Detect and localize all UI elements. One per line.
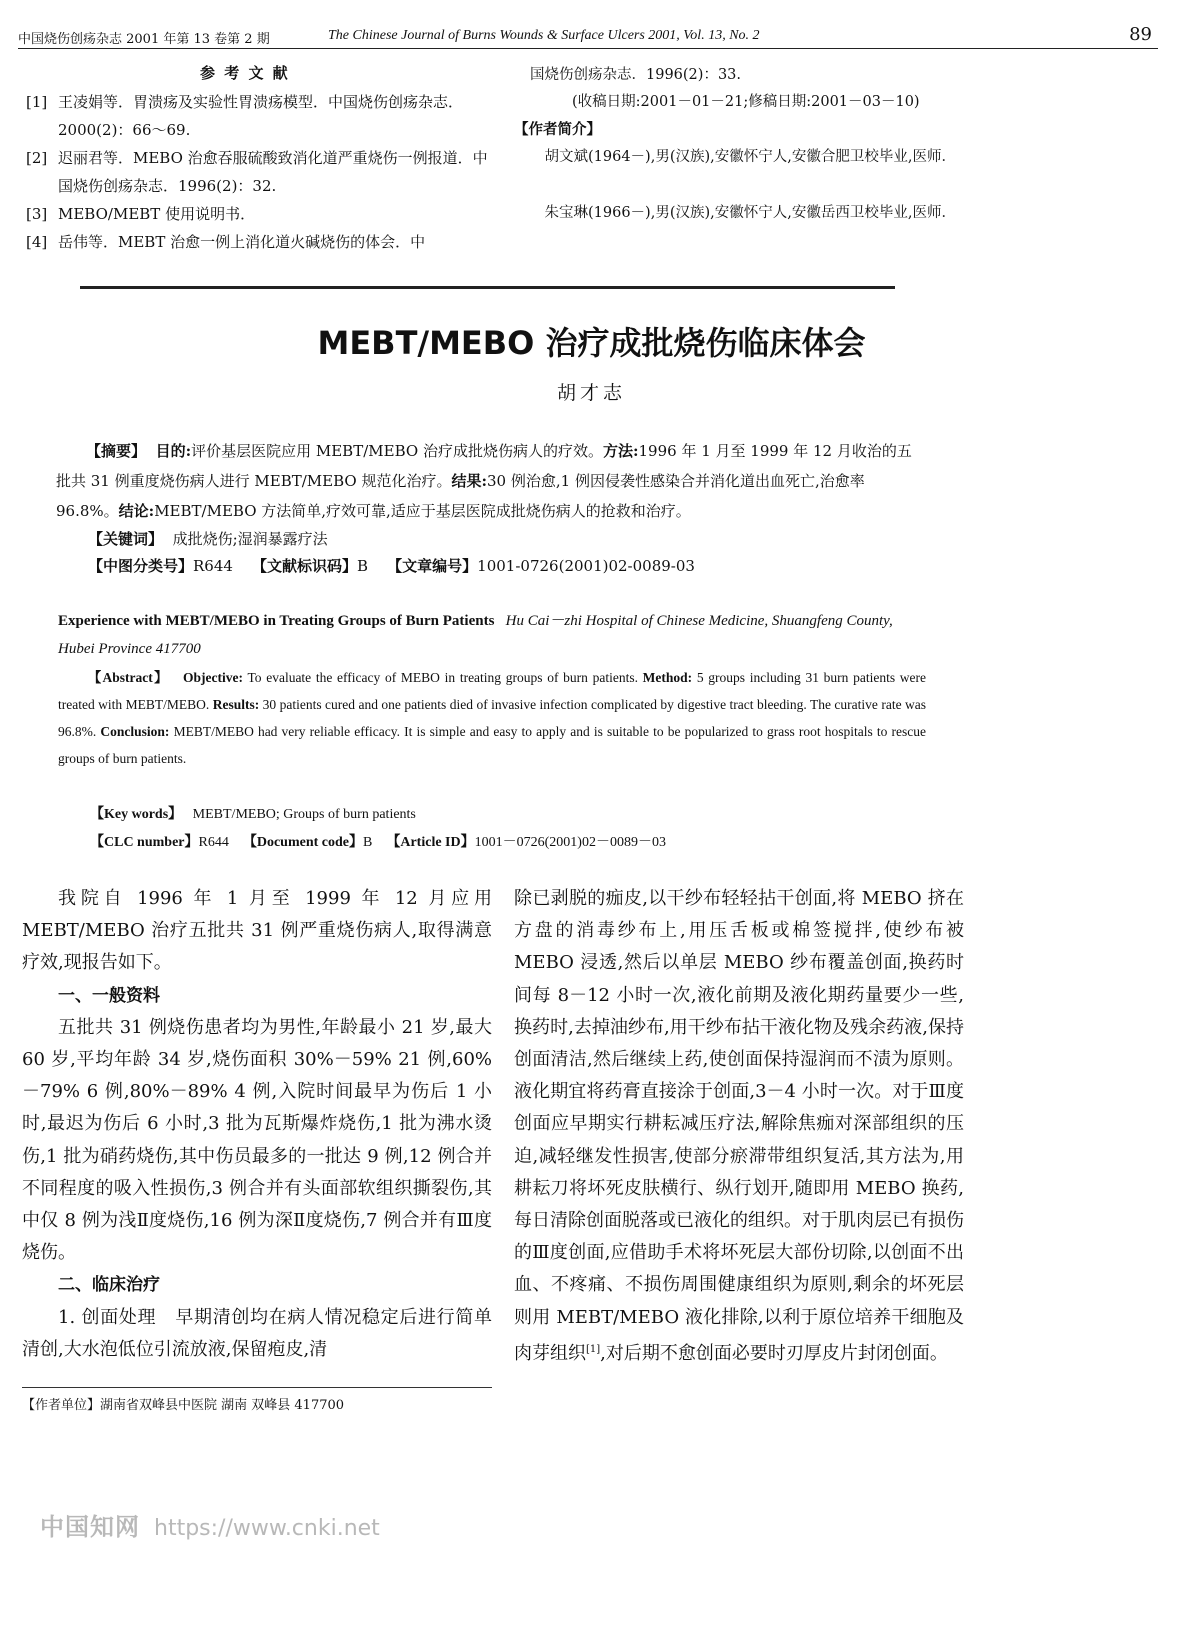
running-header bbox=[18, 24, 1158, 49]
article-author: 胡才志 bbox=[556, 382, 626, 404]
section-heading-general: 一、一般资料 bbox=[58, 985, 160, 1006]
wound-treatment-continued: 除已剥脱的痂皮,以干纱布轻轻拈干创面,将 MEBO 挤在方盘的消毒纱布上,用压舌板或棉签搅拌,使纱布被 MEBO 浸透,然后以单层 MEBO 纱布覆盖创面,换药时间每 8－12 小时一次,液化前期及液化期药量要少一些,换药时,去掉油纱布,用干纱布拈干液化物及残余药液,保持创面清洁,然后继续上药,使创面保持湿润而不渍为原则。液化期宜将药膏直接涂于创面,3－4 小时一次。对于Ⅲ度创面应早期实行耕耘减压疗法,解除焦痂对深部组织的压迫,减轻继发性损害,使部分瘀滞带组织复活,其方法为,用耕耘刀将坏死皮肤横行、纵行划开,随即用 MEBO 换药,每日清除创面脱落或已液化的组织。对于肌肉层已有损伤的Ⅲ度创面,应借助手术将坏死层大部份切除,以创面不出血、不疼痛、不损伤周围健康组织为原则,剩余的坏死层则用 MEBT/MEBO 液化排除,以利于原位培养干细胞及肉芽组织[1],对后期不愈创面必要时刃厚皮片封闭创面。 bbox=[514, 888, 964, 1364]
en-title-block bbox=[58, 607, 928, 663]
journal-header-cn: 中国烧伤创疡杂志 2001 年第 13 卷第 2 期 bbox=[18, 32, 270, 47]
journal-header-en: The Chinese Journal of Burns Wounds & Surface Ulcers 2001, Vol. 13, No. 2 bbox=[328, 28, 760, 43]
section-heading-treatment: 二、临床治疗 bbox=[58, 1275, 160, 1296]
cn-abstract: 【摘要】 目的:评价基层医院应用 MEBT/MEBO 治疗成批烧伤病人的疗效。方法:1996 年 1 月至 1999 年 12 月收治的五批共 31 例重度烧伤病人进行 MEBT/MEBO 规范化治疗。结果:30 例治愈,1 例因侵袭性感染合并消化道出血死亡,治愈率 96.8%。结论:MEBT/MEBO 方法简单,疗效可靠,适应于基层医院成批烧伤病人的抢救和治疗。 bbox=[56, 442, 912, 520]
author-affiliation-footnote: 【作者单位】湖南省双峰县中医院 湖南 双峰县 417700 bbox=[22, 1398, 345, 1413]
body-left-column bbox=[22, 883, 492, 1366]
footnote-rule bbox=[22, 1387, 492, 1388]
reference-item: [1] 王凌娟等．胃溃疡及实验性胃溃疡模型．中国烧伤创疡杂志．2000(2)：66～69. bbox=[26, 93, 464, 139]
en-affiliation: Hu Cai－zhi Hospital of Chinese Medicine, Shuangfeng County, Hubei Province 417700 bbox=[58, 613, 893, 657]
article-title: MEBT/MEBO 治疗成批烧伤临床体会 bbox=[317, 324, 866, 362]
author-intro-1: 胡文斌(1964－),男(汉族),安徽怀宁人,安徽合肥卫校毕业,医师． bbox=[544, 149, 956, 165]
reference-item: [3] MEBO/MEBT 使用说明书． bbox=[26, 205, 256, 223]
en-classification: 【CLC number】R644 【Document code】B 【Article ID】1001－0726(2001)02－0089－03 bbox=[90, 835, 666, 850]
author-intro-2: 朱宝琳(1966－),男(汉族),安徽怀宁人,安徽岳西卫校毕业,医师． bbox=[544, 205, 956, 221]
reference-item: [2] 迟丽君等．MEBO 治愈吞服硫酸致消化道严重烧伤一例报道．中国烧伤创疡杂志．1996(2)：32. bbox=[26, 149, 488, 195]
general-data-paragraph: 五批共 31 例烧伤患者均为男性,年龄最小 21 岁,最大 60 岁,平均年龄 34 岁,烧伤面积 30%－59% 21 例,60%－79% 6 例,80%－89% 4 例,入院时间最早为伤后 1 小时,最迟为伤后 6 小时,3 批为瓦斯爆炸烧伤,1 批为沸水烫伤,1 批为硝药烧伤,其中伤员最多的一批达 9 例,12 例合并不同程度的吸入性损伤,3 例合并有头面部软组织撕裂伤,其中仅 8 例为浅Ⅱ度烧伤,16 例为深Ⅱ度烧伤,7 例合并有Ⅲ度烧伤。 bbox=[22, 1016, 492, 1264]
reference-continued: 国烧伤创疡杂志．1996(2)：33. bbox=[530, 67, 741, 83]
en-abstract: 【Abstract】 Objective: To evaluate the efficacy of MEBO in treating groups of burn patients. Method: 5 groups including 31 burn patients were treated with MEBT/MEBO. Results: 30 patients cured and one patients died of invasive infection complicated by digestive tract bleeding. The curative rate was 96.8%. Conclusion: MEBT/MEBO had very reliable efficacy. It is simple and easy to apply and is suitable to be popularized to grass root hospitals to rescue groups of burn patients. bbox=[58, 670, 927, 766]
en-title: Experience with MEBT/MEBO in Treating Groups of Burn Patients bbox=[58, 613, 495, 629]
cn-keywords: 【关键词】 成批烧伤;湿润暴露疗法 bbox=[88, 530, 328, 548]
section-divider bbox=[80, 286, 895, 289]
intro-paragraph: 我院自 1996 年 1 月至 1999 年 12 月应用 MEBT/MEBO 治疗五批共 31 例严重烧伤病人,取得满意疗效,现报告如下。 bbox=[22, 888, 492, 974]
cn-classification: 【中图分类号】R644 【文献标识码】B 【文章编号】1001-0726(2001)02-0089-03 bbox=[88, 557, 695, 575]
wound-treatment-paragraph: 1. 创面处理 早期清创均在病人情况稳定后进行简单清创,大水泡低位引流放液,保留疱皮,清 bbox=[22, 1306, 492, 1360]
page-number: 89 bbox=[1129, 24, 1152, 45]
received-dates: (收稿日期:2001－01－21;修稿日期:2001－03－10) bbox=[572, 94, 920, 110]
references-title: 参 考 文 献 bbox=[200, 64, 290, 82]
cnki-logo: 中国知网 bbox=[40, 1513, 140, 1541]
en-keywords: 【Key words】 MEBT/MEBO; Groups of burn patients bbox=[90, 807, 416, 822]
author-intro-title: 【作者简介】 bbox=[514, 121, 601, 138]
reference-item: [4] 岳伟等．MEBT 治愈一例上消化道火碱烧伤的体会．中 bbox=[26, 233, 426, 251]
cnki-watermark bbox=[40, 1507, 380, 1542]
cnki-url: https://www.cnki.net bbox=[154, 1516, 380, 1541]
body-right-column bbox=[514, 883, 964, 1370]
